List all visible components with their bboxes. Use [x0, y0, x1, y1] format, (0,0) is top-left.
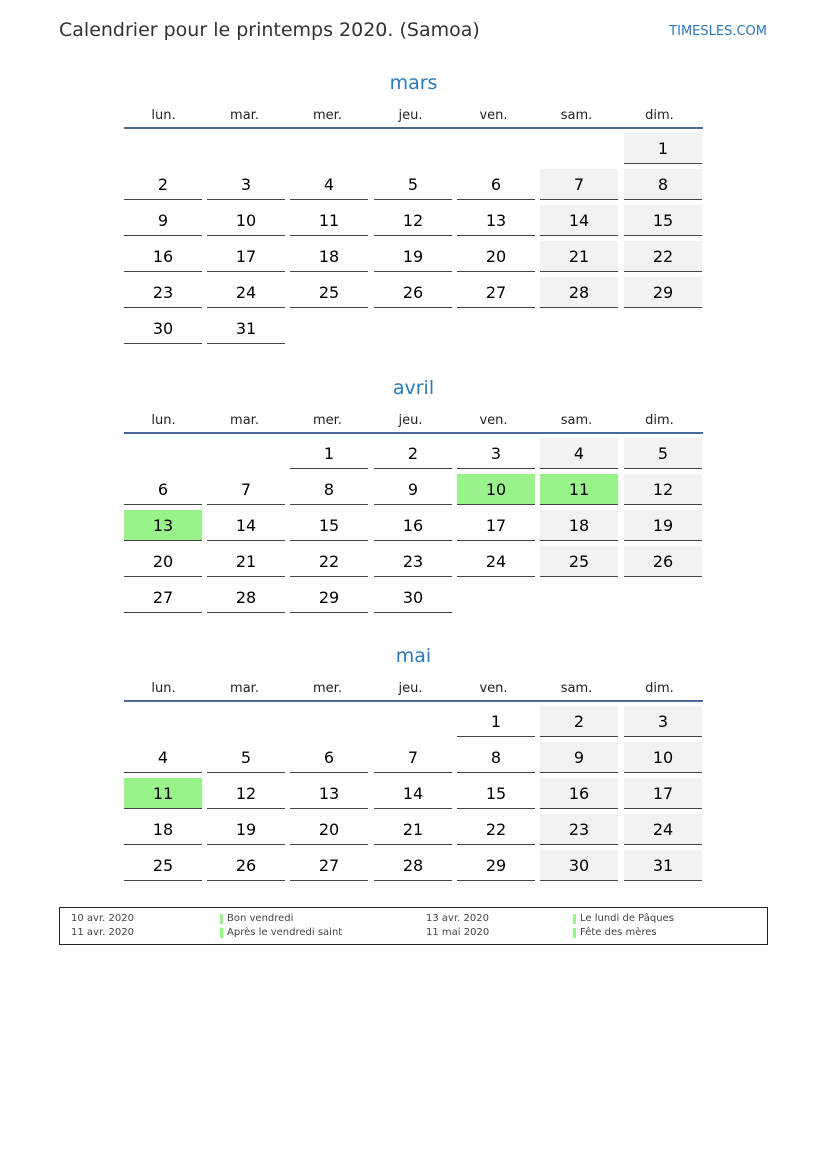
day-cell: 31 — [624, 850, 702, 881]
day-cell: 4 — [124, 742, 202, 773]
weekday-label: jeu. — [398, 413, 423, 428]
day-cell: 16 — [374, 510, 452, 541]
weekday-label: jeu. — [398, 681, 423, 696]
month-name: mars — [389, 72, 438, 94]
day-cell: 17 — [207, 241, 285, 272]
day-cell: 22 — [457, 814, 535, 845]
weekday-label: sam. — [560, 681, 593, 696]
day-cell: 8 — [624, 169, 702, 200]
weekday-label: lun. — [151, 108, 176, 123]
day-cell: 5 — [374, 169, 452, 200]
weekday-label: lun. — [151, 681, 176, 696]
day-cell: 25 — [124, 850, 202, 881]
legend-date: 13 avr. 2020 — [426, 913, 489, 924]
day-cell: 9 — [374, 474, 452, 505]
day-cell: 1 — [290, 438, 368, 469]
day-cell: 20 — [290, 814, 368, 845]
day-cell: 17 — [457, 510, 535, 541]
day-cell: 20 — [457, 241, 535, 272]
day-cell: 30 — [540, 850, 618, 881]
legend-holiday-name: Le lundi de Pâques — [580, 913, 674, 924]
day-cell: 26 — [624, 546, 702, 577]
day-cell: 7 — [540, 169, 618, 200]
day-cell: 23 — [374, 546, 452, 577]
day-cell: 19 — [624, 510, 702, 541]
day-cell: 13 — [457, 205, 535, 236]
day-cell: 10 — [207, 205, 285, 236]
day-cell: 8 — [290, 474, 368, 505]
day-cell: 21 — [207, 546, 285, 577]
day-cell: 28 — [207, 582, 285, 613]
legend-holiday-name: Après le vendredi saint — [227, 927, 343, 938]
day-cell: 6 — [124, 474, 202, 505]
day-cell: 8 — [457, 742, 535, 773]
day-cell: 27 — [124, 582, 202, 613]
day-cell: 19 — [207, 814, 285, 845]
day-cell: 16 — [124, 241, 202, 272]
weekday-label: ven. — [479, 413, 508, 428]
weekday-label: mer. — [313, 108, 342, 123]
day-cell: 16 — [540, 778, 618, 809]
day-cell: 9 — [124, 205, 202, 236]
day-cell: 22 — [290, 546, 368, 577]
day-cell: 6 — [290, 742, 368, 773]
weekday-label: mer. — [313, 681, 342, 696]
day-cell: 26 — [207, 850, 285, 881]
weekday-header — [124, 678, 703, 702]
day-cell: 28 — [540, 277, 618, 308]
holiday-legend — [59, 907, 768, 945]
day-cell: 10 — [624, 742, 702, 773]
day-cell: 24 — [457, 546, 535, 577]
day-cell: 25 — [540, 546, 618, 577]
day-cell: 23 — [540, 814, 618, 845]
day-cell: 2 — [374, 438, 452, 469]
weekday-label: mer. — [313, 413, 342, 428]
day-cell: 3 — [624, 706, 702, 737]
day-cell: 2 — [124, 169, 202, 200]
legend-holiday — [220, 927, 342, 938]
day-cell: 22 — [624, 241, 702, 272]
weekday-label: mar. — [230, 413, 259, 428]
weekday-label: dim. — [645, 681, 674, 696]
month-3 — [124, 643, 703, 875]
day-cell: 31 — [207, 313, 285, 344]
holiday-day-cell: 11 — [540, 474, 618, 505]
brand-link[interactable]: TIMESLES.COM — [669, 24, 767, 39]
legend-holiday — [573, 913, 674, 924]
day-cell: 12 — [374, 205, 452, 236]
day-cell: 13 — [290, 778, 368, 809]
day-cell: 18 — [290, 241, 368, 272]
day-cell: 3 — [457, 438, 535, 469]
day-cell: 30 — [124, 313, 202, 344]
day-cell: 14 — [207, 510, 285, 541]
day-cell: 20 — [124, 546, 202, 577]
day-cell: 29 — [624, 277, 702, 308]
day-cell: 14 — [374, 778, 452, 809]
day-cell: 25 — [290, 277, 368, 308]
day-cell: 12 — [207, 778, 285, 809]
holiday-day-cell: 13 — [124, 510, 202, 541]
day-cell: 6 — [457, 169, 535, 200]
day-cell: 18 — [124, 814, 202, 845]
holiday-day-cell: 10 — [457, 474, 535, 505]
weekday-header — [124, 105, 703, 129]
day-cell: 1 — [457, 706, 535, 737]
weekday-label: dim. — [645, 413, 674, 428]
day-cell: 27 — [457, 277, 535, 308]
day-cell: 17 — [624, 778, 702, 809]
day-cell: 23 — [124, 277, 202, 308]
day-cell: 4 — [290, 169, 368, 200]
holiday-day-cell: 11 — [124, 778, 202, 809]
legend-date: 11 mai 2020 — [426, 927, 490, 938]
legend-date: 10 avr. 2020 — [71, 913, 134, 924]
day-cell: 24 — [207, 277, 285, 308]
page-title: Calendrier pour le printemps 2020. (Samoa) — [59, 19, 480, 41]
legend-holiday-name: Fête des mères — [580, 927, 657, 938]
weekday-label: sam. — [560, 413, 593, 428]
weekday-label: ven. — [479, 681, 508, 696]
day-cell: 28 — [374, 850, 452, 881]
day-cell: 21 — [374, 814, 452, 845]
day-cell: 21 — [540, 241, 618, 272]
month-1 — [124, 70, 703, 338]
day-cell: 7 — [374, 742, 452, 773]
weekday-header — [124, 410, 703, 434]
day-cell: 4 — [540, 438, 618, 469]
weekday-label: sam. — [560, 108, 593, 123]
day-cell: 9 — [540, 742, 618, 773]
day-cell: 24 — [624, 814, 702, 845]
legend-holiday-name: Bon vendredi — [227, 913, 294, 924]
legend-holiday — [573, 927, 657, 938]
day-cell: 3 — [207, 169, 285, 200]
weekday-label: mar. — [230, 108, 259, 123]
day-cell: 19 — [374, 241, 452, 272]
month-2 — [124, 375, 703, 607]
month-name: mai — [395, 645, 432, 667]
weekday-label: jeu. — [398, 108, 423, 123]
day-cell: 29 — [457, 850, 535, 881]
weekday-label: lun. — [151, 413, 176, 428]
legend-date: 11 avr. 2020 — [71, 927, 134, 938]
weekday-label: mar. — [230, 681, 259, 696]
day-cell: 7 — [207, 474, 285, 505]
day-cell: 27 — [290, 850, 368, 881]
day-cell: 2 — [540, 706, 618, 737]
day-cell: 5 — [207, 742, 285, 773]
legend-holiday — [220, 913, 293, 924]
day-cell: 14 — [540, 205, 618, 236]
day-cell: 26 — [374, 277, 452, 308]
day-cell: 15 — [624, 205, 702, 236]
weekday-label: ven. — [479, 108, 508, 123]
day-cell: 15 — [290, 510, 368, 541]
day-cell: 29 — [290, 582, 368, 613]
day-cell: 11 — [290, 205, 368, 236]
day-cell: 18 — [540, 510, 618, 541]
day-cell: 1 — [624, 133, 702, 164]
day-cell: 12 — [624, 474, 702, 505]
weekday-label: dim. — [645, 108, 674, 123]
day-cell: 15 — [457, 778, 535, 809]
day-cell: 5 — [624, 438, 702, 469]
day-cell: 30 — [374, 582, 452, 613]
month-name: avril — [392, 377, 435, 399]
